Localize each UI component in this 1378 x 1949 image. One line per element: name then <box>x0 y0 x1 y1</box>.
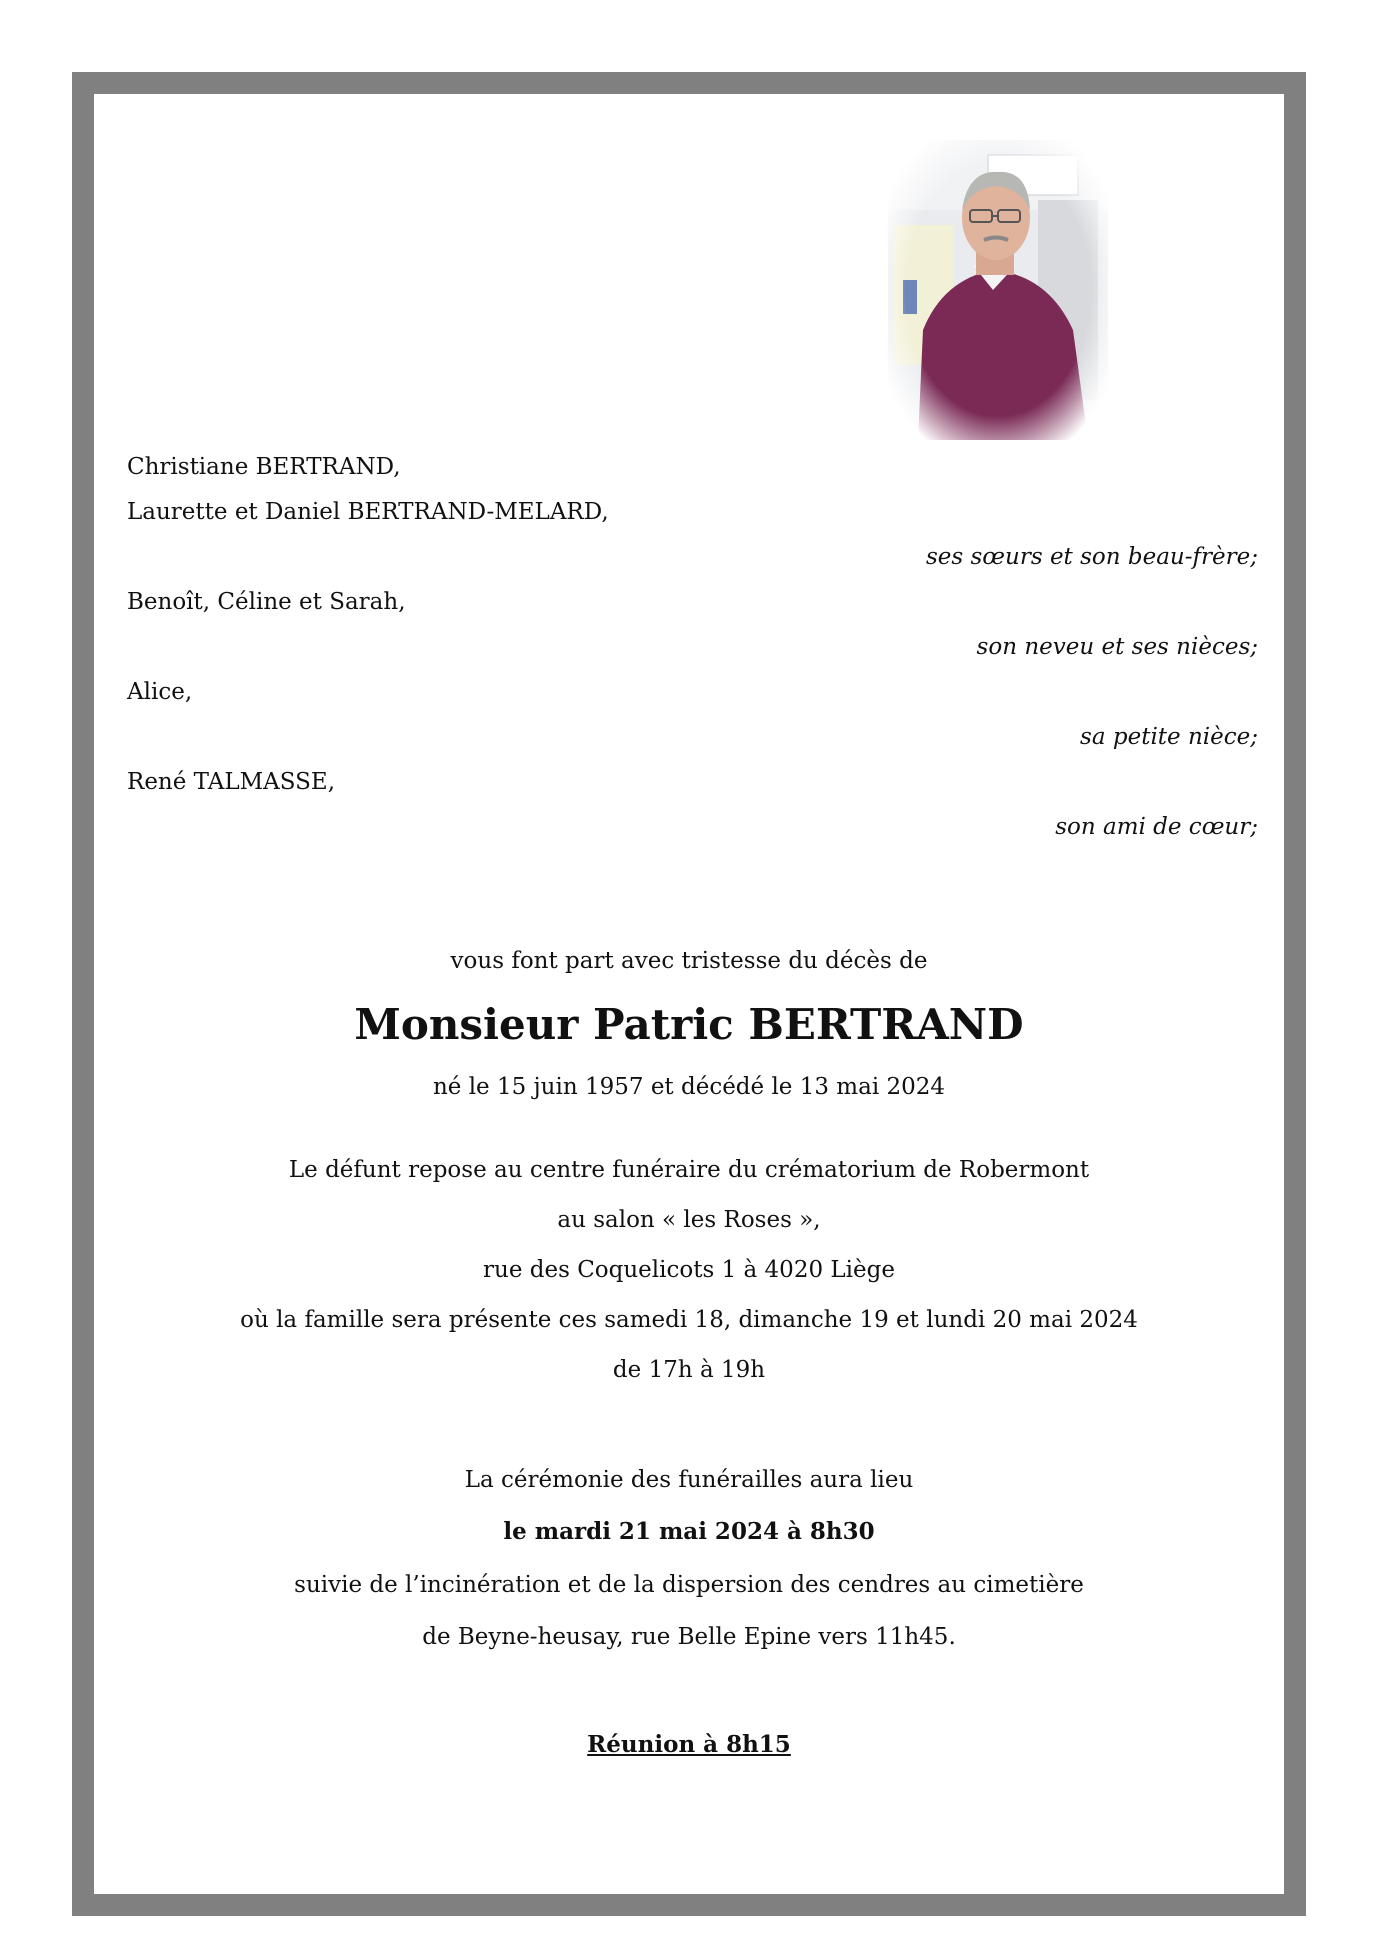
visitation-line-2: au salon « les Roses », <box>557 1207 821 1233</box>
life-dates: né le 15 juin 1957 et décédé le 13 mai 2024 <box>432 1074 946 1100</box>
family-member-3: Benoît, Céline et Sarah, <box>127 589 406 615</box>
family-member-2: Laurette et Daniel BERTRAND-MELARD, <box>127 499 609 525</box>
relation-nephew: son neveu et ses nièces; <box>976 634 1258 660</box>
portrait-photo <box>888 140 1108 440</box>
deceased-name: Monsieur Patric BERTRAND <box>354 1000 1024 1049</box>
announcement-intro: vous font part avec tristesse du décès de <box>450 948 928 974</box>
visitation-line-5: de 17h à 19h <box>612 1357 766 1383</box>
visitation-line-3: rue des Coquelicots 1 à 4020 Liège <box>483 1257 895 1283</box>
relation-sisters: ses sœurs et son beau-frère; <box>925 544 1258 570</box>
family-member-4: Alice, <box>127 679 193 705</box>
relation-friend: son ami de cœur; <box>1055 814 1258 840</box>
ceremony-line-2: de Beyne-heusay, rue Belle Epine vers 11h45. <box>422 1624 956 1650</box>
ceremony-date: le mardi 21 mai 2024 à 8h30 <box>503 1518 875 1545</box>
ceremony-line-1: suivie de l’incinération et de la dispersion des cendres au cimetière <box>294 1572 1084 1598</box>
family-member-1: Christiane BERTRAND, <box>127 454 401 480</box>
meeting-time: Réunion à 8h15 <box>587 1731 791 1758</box>
visitation-line-1: Le défunt repose au centre funéraire du crématorium de Robermont <box>288 1157 1090 1183</box>
family-member-5: René TALMASSE, <box>127 769 335 795</box>
visitation-line-4: où la famille sera présente ces samedi 18, dimanche 19 et lundi 20 mai 2024 <box>240 1307 1138 1333</box>
ceremony-intro: La cérémonie des funérailles aura lieu <box>464 1467 914 1493</box>
relation-grandniece: sa petite nièce; <box>1080 724 1258 750</box>
